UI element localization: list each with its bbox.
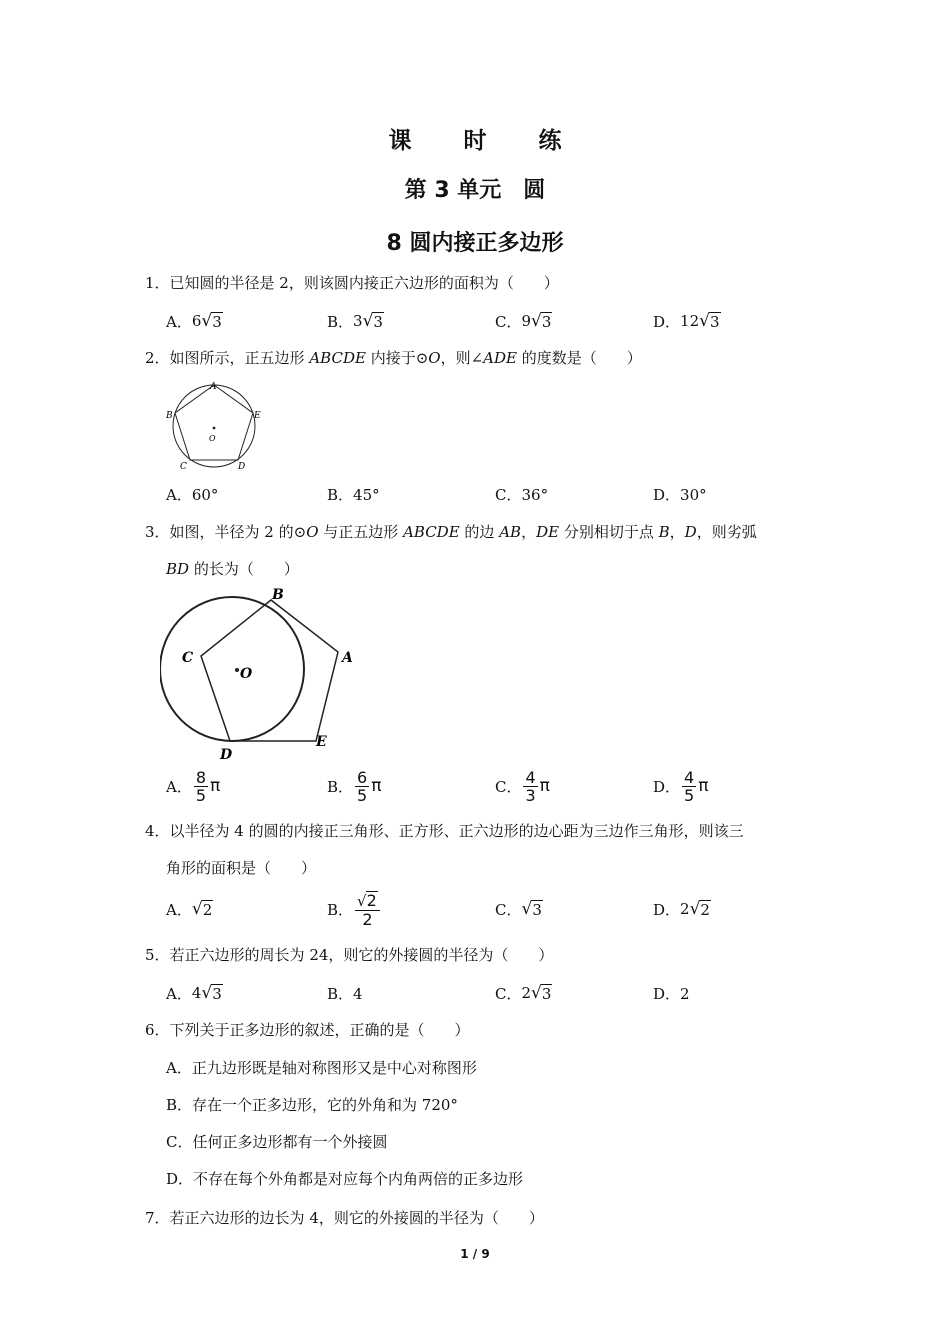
question-4-options bbox=[166, 889, 816, 929]
question-2-options bbox=[166, 476, 816, 512]
q1-option-a[interactable]: A． 6 √ 3 bbox=[166, 311, 222, 331]
q2-option-b[interactable]: B．45° bbox=[327, 485, 380, 504]
q1-option-b[interactable]: B． 3 √ 3 bbox=[327, 311, 383, 331]
question-3-stem-line1: 3．如图，半径为 2 的⊙O 与正五边形 ABCDE 的边 AB，DE 分别相切于点 B，D，则劣弧 bbox=[145, 523, 757, 541]
q3-option-d[interactable]: D． $\frac{4}{5}$ π bbox=[653, 767, 709, 805]
label-b: B bbox=[166, 411, 173, 421]
q6-option-c[interactable]: C．任何正多边形都有一个外接圆 bbox=[166, 1133, 388, 1151]
page-number: 1 / 9 bbox=[460, 1247, 490, 1261]
label-c: C bbox=[180, 462, 187, 472]
question-4-stem-line1: 4．以半径为 4 的圆的内接正三角形、正方形、正六边形的边心距为三边作三角形，则该三 bbox=[145, 822, 744, 840]
pentagon-abcde bbox=[175, 385, 253, 460]
q5-option-b[interactable]: B．4 bbox=[327, 984, 363, 1003]
label-o: O bbox=[240, 666, 253, 682]
q5-option-a[interactable]: A． 4 √ 3 bbox=[166, 983, 222, 1003]
question-7-stem: 7．若正六边形的边长为 4，则它的外接圆的半径为（ ） bbox=[145, 1209, 544, 1227]
q4-option-c[interactable]: C． √ 3 bbox=[495, 899, 542, 919]
pentagon-abcde bbox=[201, 600, 338, 741]
q5-option-c[interactable]: C． 2 √ 3 bbox=[495, 983, 552, 1003]
q3-option-c[interactable]: C． $\frac{4}{3}$ π bbox=[495, 767, 550, 805]
q2-option-a[interactable]: A．60° bbox=[166, 485, 219, 504]
q4-option-a[interactable]: A． √ 2 bbox=[166, 899, 213, 919]
label-e: E bbox=[316, 734, 327, 750]
q6-option-d[interactable]: D．不存在每个外角都是对应每个内角两倍的正多边形 bbox=[166, 1170, 524, 1188]
question-3-stem-line2: BD 的长为（ ） bbox=[166, 560, 299, 578]
q5-option-d[interactable]: D．2 bbox=[653, 984, 690, 1003]
label-a: A bbox=[210, 382, 217, 392]
q6-option-a[interactable]: A．正九边形既是轴对称图形又是中心对称图形 bbox=[166, 1059, 477, 1077]
label-a: A bbox=[342, 650, 353, 666]
q6-option-b[interactable]: B．存在一个正多边形，它的外角和为 720° bbox=[166, 1096, 458, 1114]
q2-option-d[interactable]: D．30° bbox=[653, 485, 707, 504]
q3-option-a[interactable]: A． $\frac{8}{5}$ π bbox=[166, 767, 221, 805]
q2-option-c[interactable]: C．36° bbox=[495, 485, 549, 504]
question-5-stem: 5．若正六边形的周长为 24，则它的外接圆的半径为（ ） bbox=[145, 946, 554, 964]
label-o: O bbox=[209, 434, 216, 443]
circle-pentagon-figure-q3 bbox=[160, 582, 360, 767]
question-1-options bbox=[166, 303, 816, 339]
q4-option-d[interactable]: D． 2 √ 2 bbox=[653, 899, 710, 919]
unit-title: 第 3 单元 圆 bbox=[404, 178, 546, 203]
question-3-options bbox=[166, 766, 816, 806]
label-b: B bbox=[272, 587, 284, 603]
q1-option-d[interactable]: D． 12 √ 3 bbox=[653, 311, 720, 331]
question-4-stem-line2: 角形的面积是（ ） bbox=[166, 859, 317, 877]
question-6-stem: 6．下列关于正多边形的叙述，正确的是（ ） bbox=[145, 1021, 470, 1039]
question-2-stem: 2．如图所示，正五边形 ABCDE 内接于⊙O，则∠ADE 的度数是（ ） bbox=[145, 349, 642, 367]
q4-option-b[interactable]: B． $\frac{√2}{2}$ bbox=[327, 889, 382, 929]
q1-option-c[interactable]: C． 9 √ 3 bbox=[495, 311, 552, 331]
label-d: D bbox=[238, 462, 246, 472]
label-c: C bbox=[182, 650, 194, 666]
q3-option-b[interactable]: B． $\frac{6}{5}$ π bbox=[327, 767, 382, 805]
question-5-options bbox=[166, 975, 816, 1011]
question-1-stem: 1．已知圆的半径是 2，则该圆内接正六边形的面积为（ ） bbox=[145, 274, 559, 292]
circle-o bbox=[160, 597, 304, 741]
label-d: D bbox=[220, 747, 233, 763]
label-e: E bbox=[254, 411, 261, 421]
pentagon-figure-q2 bbox=[160, 380, 270, 475]
circle-o bbox=[173, 385, 255, 467]
lesson-title: 8 圆内接正多边形 bbox=[386, 231, 564, 256]
page-title: 课 时 练 bbox=[388, 128, 584, 154]
